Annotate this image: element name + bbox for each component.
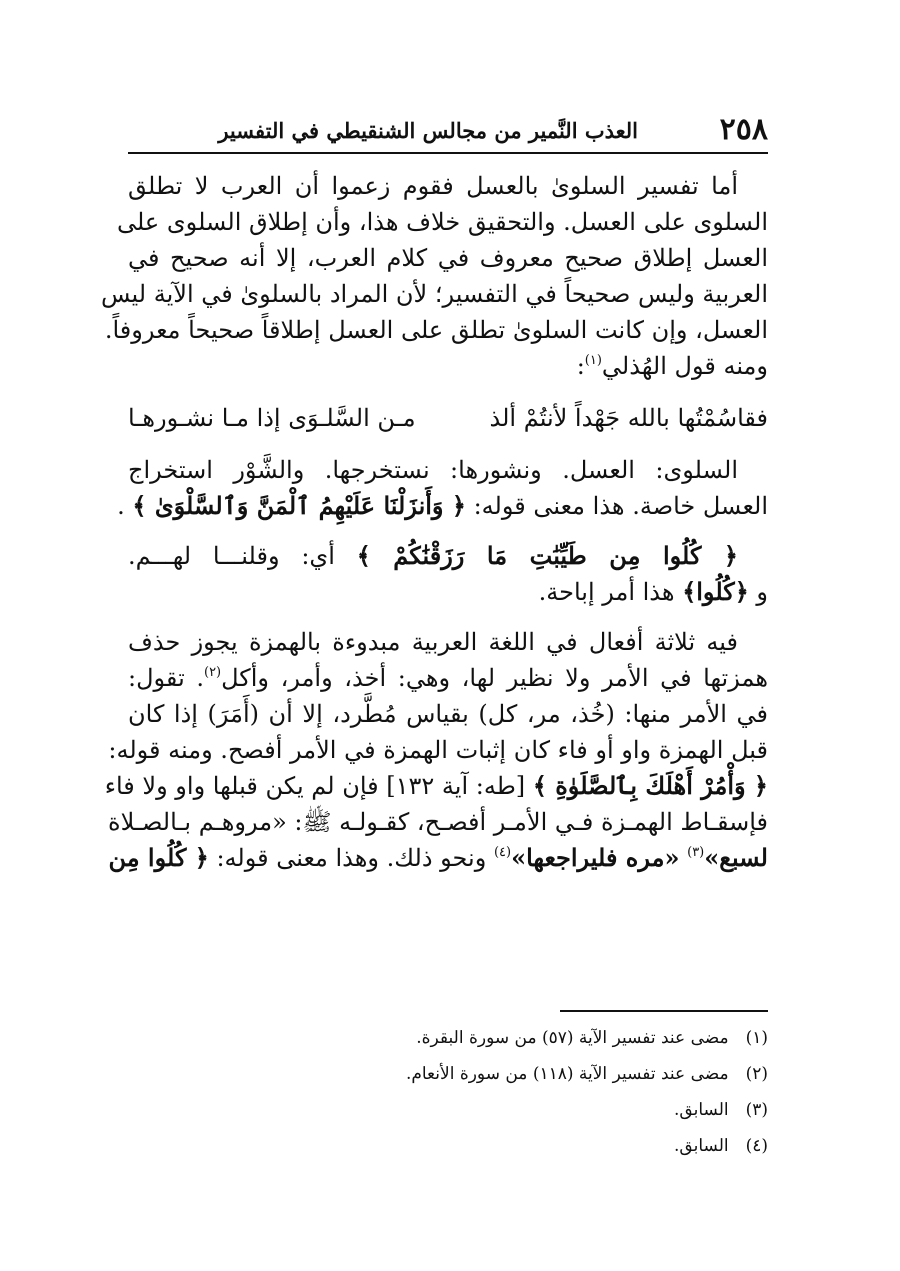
spacer	[128, 610, 768, 624]
text-line: العسل، وإن كانت السلوىٰ تطلق على العسل إطلاقاً صحيحاً معروفاً.	[104, 316, 768, 344]
book-title: العذب النَّمير من مجالس الشنقيطي في التفسير	[218, 118, 638, 143]
text-line: في الأمر منها: (خُذ، مر، كل) بقياس مُطَّرد، إلا أن (أَمَرَ) إذا كان	[128, 700, 768, 728]
footnote-number: (٢)	[745, 1064, 768, 1084]
quran-quote: ﴿ وَأَنزَلْنَا عَلَيْهِمُ ٱلْمَنَّ وَٱلسَّلْوَىٰ ﴾	[132, 491, 466, 520]
text-line: فإسقـاط الهمـزة فـي الأمـر أفصـح، كقـولـه ﷺ: «مروهـم بـالصـلاة	[108, 808, 768, 836]
footnote-ref: (١)	[584, 353, 602, 368]
footnote-ref: (٣)	[687, 845, 705, 860]
text-line	[117, 488, 768, 524]
footnotes	[128, 1020, 768, 1164]
text-line	[128, 538, 768, 574]
footnote-ref: (٤)	[493, 845, 512, 860]
footnote-number: (٣)	[745, 1100, 768, 1120]
text-segment: [طه: آية ١٣٢] فإن لم يكن قبلها واو ولا فاء	[104, 772, 526, 800]
quran-quote: ﴿ كُلُوا مِن	[108, 843, 209, 872]
main-text	[100, 168, 769, 876]
page-number: ٢٥٨	[719, 112, 768, 147]
verse-second-hemistich: مـن السَّلـوَى إذا مـا نشـورهـا	[128, 404, 416, 432]
header-divider	[128, 152, 768, 154]
footnote-number: (٤)	[745, 1136, 768, 1156]
spacer	[128, 438, 768, 452]
footnote-text: السابق.	[674, 1100, 729, 1120]
text-line	[104, 768, 768, 804]
footnote-number: (١)	[745, 1028, 768, 1048]
footnote-text: السابق.	[674, 1136, 729, 1156]
footnote-text: مضى عند تفسير الآية (١١٨) من سورة الأنعام.	[405, 1064, 729, 1084]
footnote	[128, 1128, 768, 1164]
text-segment: أي: وقلنـــا لهـــم.	[128, 542, 335, 570]
text-line	[128, 574, 768, 610]
quran-quote: ﴿ كُلُوا مِن طَيِّبَٰتِ مَا رَزَقْنَٰكُمْ ﴾	[356, 541, 738, 570]
text-segment: همزتها في الأمر ولا نظير لها، وهي: أخذ، وأمر، وأكل	[221, 664, 769, 692]
text-segment: . تقول:	[128, 664, 204, 692]
quran-quote: ﴿ وَأْمُرْ أَهْلَكَ بِٱلصَّلَوٰةِ ﴾	[532, 771, 768, 800]
text-line: العسل إطلاق صحيح معروف في كلام العرب، إلا أنه صحيح في	[128, 244, 768, 272]
hadith-quote: «مره فليراجعها»	[511, 843, 680, 872]
text-line: السلوى على العسل. والتحقيق خلاف هذا، وأن إطلاق السلوى على	[116, 208, 768, 236]
text-line: فيه ثلاثة أفعال في اللغة العربية مبدوءة بالهمزة يجوز حذف	[128, 628, 738, 656]
spacer	[128, 524, 768, 538]
text-segment: ومنه قول الهُذلي	[601, 352, 768, 380]
footnote	[128, 1056, 768, 1092]
text-line: قبل الهمزة واو أو فاء كان إثبات الهمزة في الأمر أفصح. ومنه قوله:	[108, 736, 768, 764]
footnote-ref: (٢)	[203, 665, 222, 680]
spacer	[128, 384, 768, 398]
poetry-verse	[128, 398, 768, 438]
text-segment: العسل خاصة. هذا معنى قوله:	[473, 492, 768, 520]
footnote	[128, 1092, 768, 1128]
text-line	[108, 840, 768, 876]
page-header	[128, 112, 768, 152]
verse-first-hemistich: فقاسُمْتُها بالله جَهْداً لأنتُمْ ألذ	[489, 404, 768, 432]
text-segment: :	[576, 352, 585, 380]
text-line	[128, 660, 768, 696]
text-line	[128, 348, 768, 384]
footnote-text: مضى عند تفسير الآية (٥٧) من سورة البقرة.	[416, 1028, 729, 1048]
text-segment: ونحو ذلك. وهذا معنى قوله:	[216, 844, 487, 872]
text-segment: و	[756, 578, 768, 606]
text-line: العربية وليس صحيحاً في التفسير؛ لأن المراد بالسلوىٰ في الآية ليس	[100, 280, 768, 308]
text-line: السلوى: العسل. ونشورها: نستخرجها. والشَّوْر استخراج	[128, 456, 738, 484]
quran-quote: ﴿كُلُوا﴾	[682, 577, 749, 606]
text-segment: هذا أمر إباحة.	[538, 578, 675, 606]
footnote-divider	[560, 1010, 768, 1012]
footnote	[128, 1020, 768, 1056]
text-line: أما تفسير السلوىٰ بالعسل فقوم زعموا أن العرب لا تطلق	[128, 172, 739, 200]
text-segment: .	[117, 492, 125, 520]
hadith-quote: لسبع»	[704, 843, 768, 872]
